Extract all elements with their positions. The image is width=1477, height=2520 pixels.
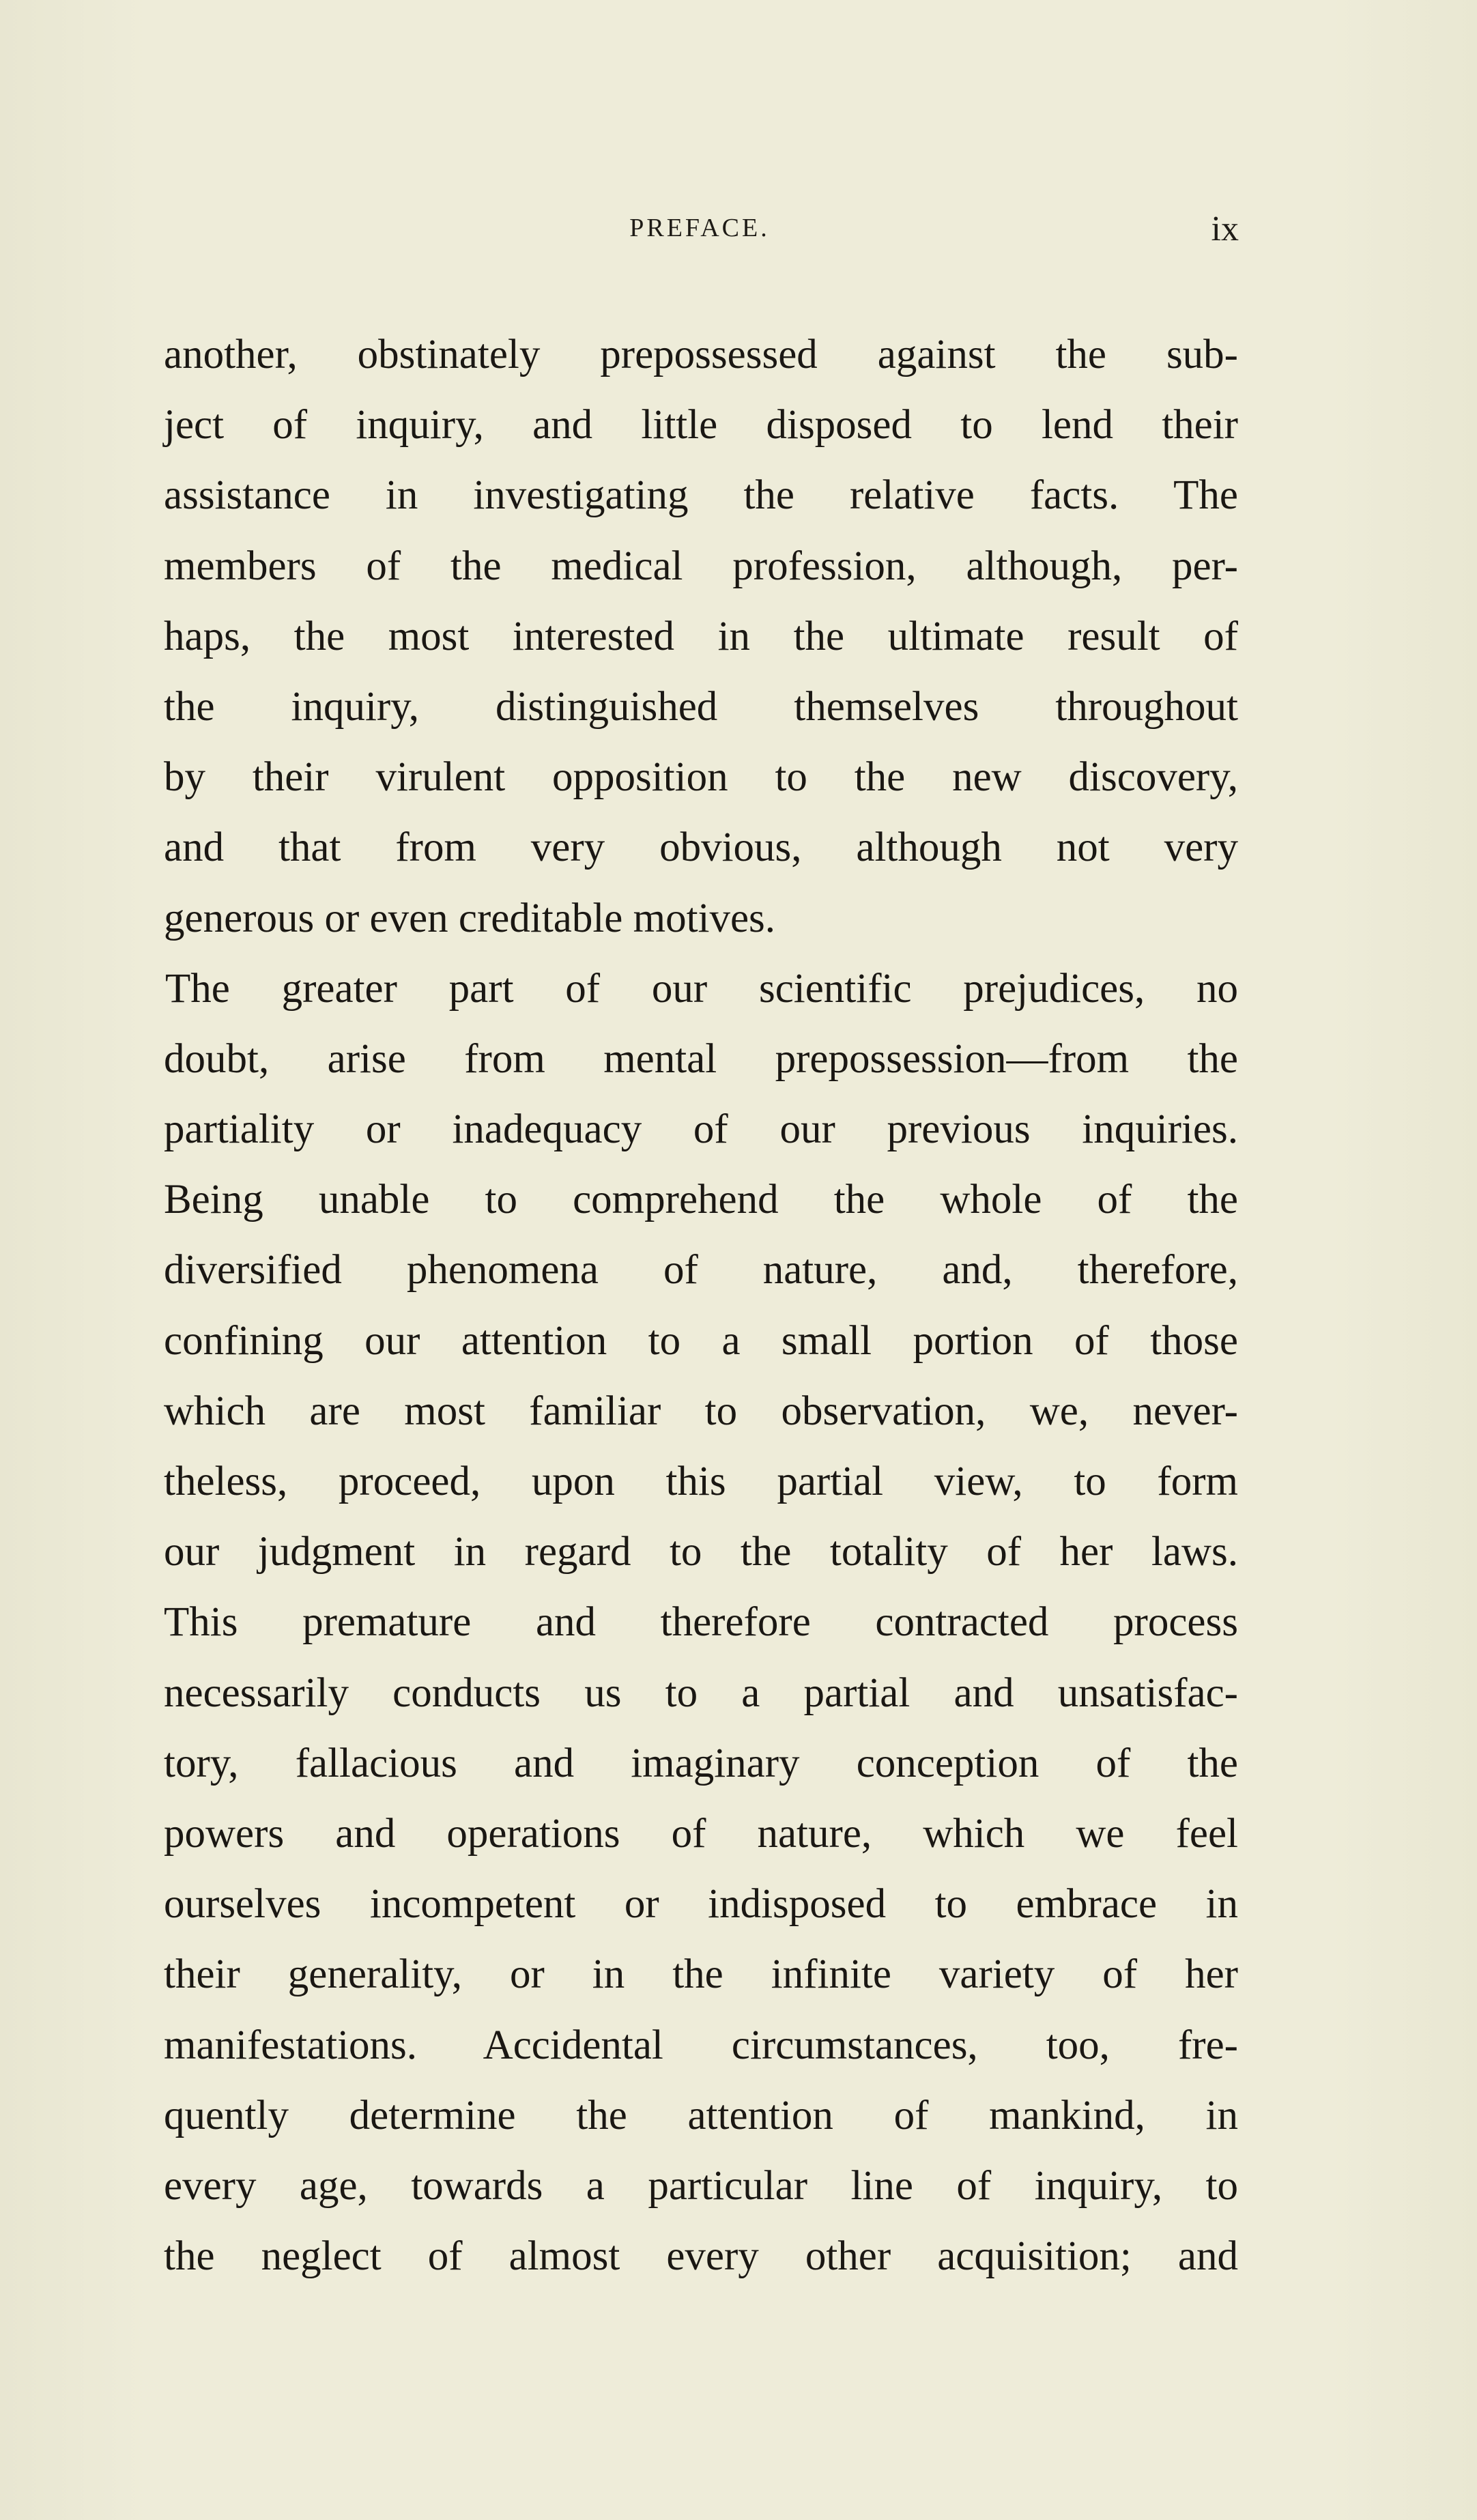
- text-line: powers and operations of nature, which we feel: [164, 1810, 1238, 1857]
- text-line: ject of inquiry, and little disposed to lend their: [164, 402, 1238, 448]
- text-line: which are most familiar to observation, we, never-: [164, 1388, 1238, 1434]
- paragraph-1: [164, 319, 1238, 954]
- running-head: [164, 210, 1239, 254]
- text-line: by their virulent opposition to the new discovery,: [164, 754, 1238, 801]
- running-head-title: PREFACE.: [629, 214, 770, 242]
- text-line: confining our attention to a small portion of those: [164, 1317, 1238, 1364]
- page-number: ix: [1211, 210, 1239, 248]
- text-line: generous or even creditable motives.: [164, 895, 776, 941]
- text-line: our judgment in regard to the totality of her laws.: [164, 1529, 1238, 1575]
- text-line: necessarily conducts us to a partial and unsatisfac-: [164, 1670, 1238, 1716]
- text-line: every age, towards a particular line of inquiry, to: [164, 2162, 1238, 2209]
- text-line: theless, proceed, upon this partial view, to form: [164, 1459, 1238, 1504]
- body-text: [164, 319, 1238, 2291]
- text-line: members of the medical profession, although, per-: [164, 543, 1238, 589]
- text-line: manifestations. Accidental circumstances, too, fre-: [164, 2022, 1238, 2068]
- text-line: the neglect of almost every other acquisition; and: [164, 2233, 1238, 2280]
- text-line: Being unable to comprehend the whole of the: [164, 1177, 1238, 1223]
- text-line: the inquiry, distinguished themselves throughout: [164, 683, 1238, 730]
- text-line: partiality or inadequacy of our previous inquiries.: [164, 1106, 1238, 1153]
- text-line: and that from very obvious, although not very: [164, 825, 1238, 871]
- text-line: diversified phenomena of nature, and, therefore,: [164, 1247, 1238, 1293]
- text-line: tory, fallacious and imaginary conception of the: [164, 1740, 1238, 1786]
- text-line: doubt, arise from mental prepossession—from the: [164, 1035, 1238, 1082]
- text-line: quently determine the attention of mankind, in: [164, 2092, 1238, 2138]
- text-line: another, obstinately prepossessed against the sub-: [164, 332, 1238, 377]
- text-line: This premature and therefore contracted process: [164, 1599, 1238, 1646]
- text-line: assistance in investigating the relative facts. The: [164, 472, 1238, 519]
- text-line: haps, the most interested in the ultimate result of: [164, 613, 1238, 659]
- paragraph-2: [164, 954, 1238, 2292]
- text-line: ourselves incompetent or indisposed to embrace in: [164, 1881, 1238, 1928]
- text-line: their generality, or in the infinite variety of her: [164, 1951, 1238, 1998]
- text-line: The greater part of our scientific prejudices, no: [165, 965, 1238, 1012]
